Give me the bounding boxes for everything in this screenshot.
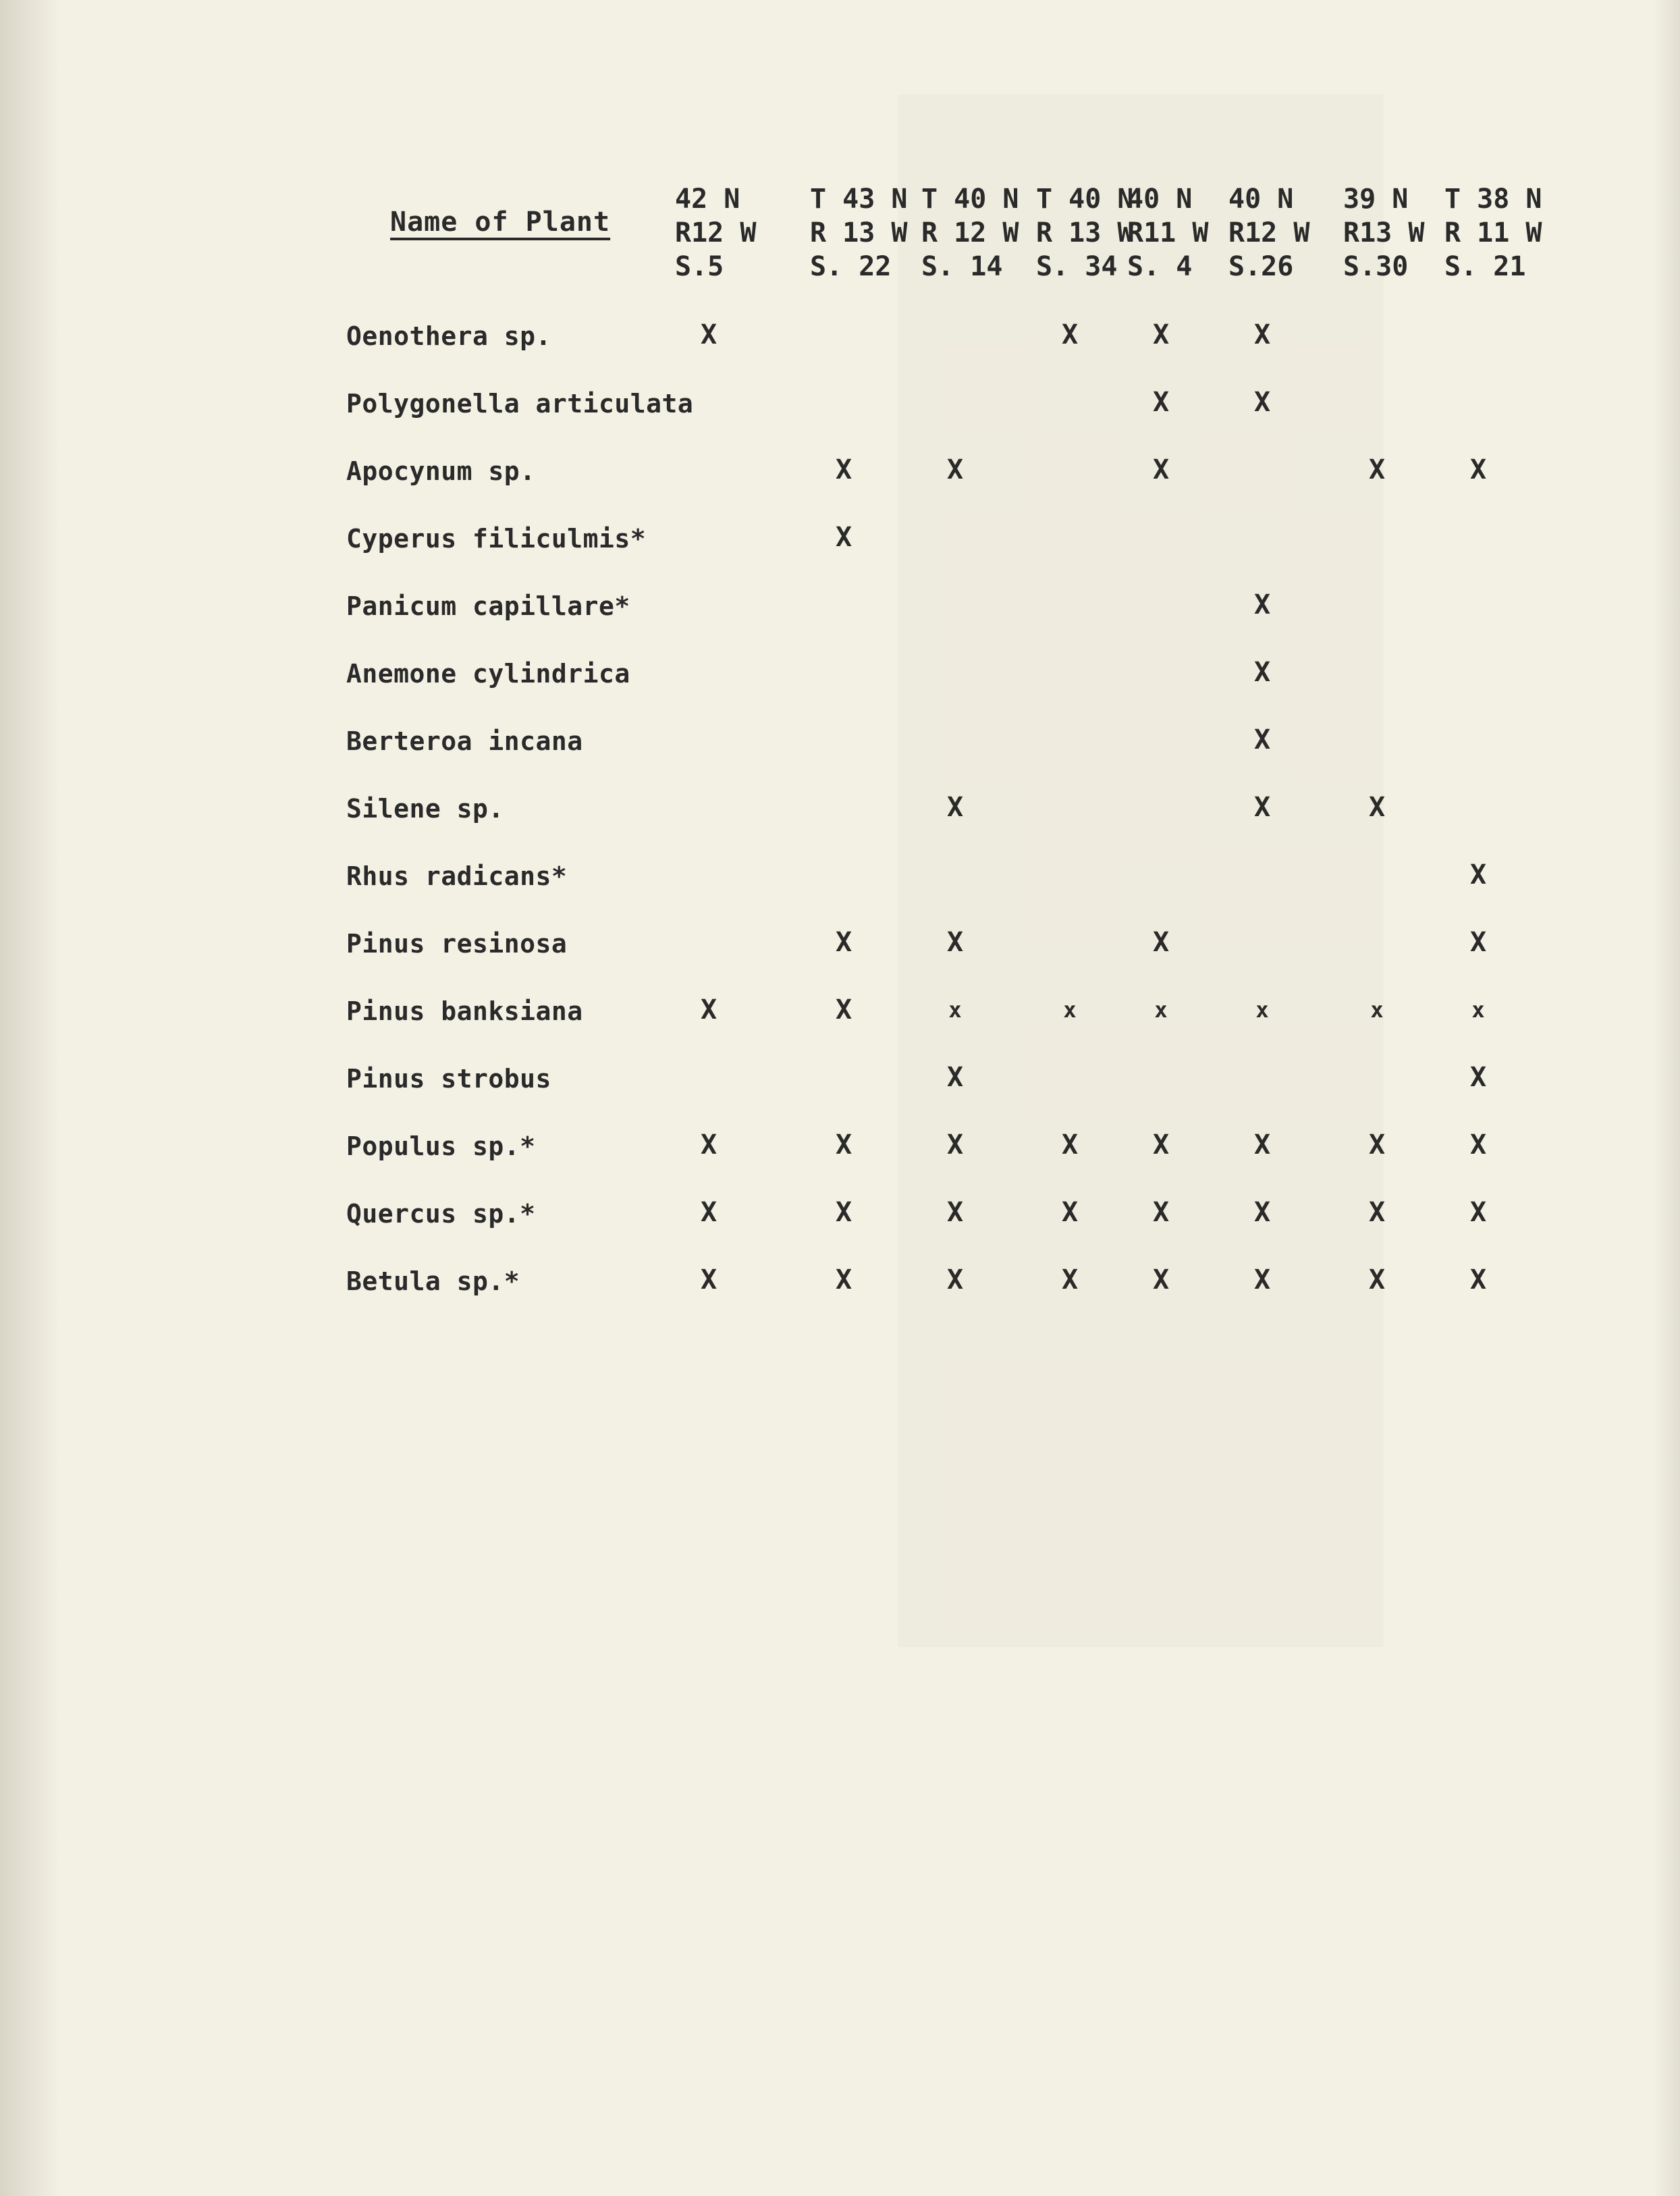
locality-header-1-line1: 42 N bbox=[675, 184, 740, 215]
occurrence-mark: x bbox=[1471, 997, 1485, 1023]
page-edge-shadow-right bbox=[1653, 0, 1680, 2196]
occurrence-mark: X bbox=[1253, 724, 1271, 755]
occurrence-mark: X bbox=[1469, 859, 1487, 890]
occurrence-mark: X bbox=[1368, 1197, 1386, 1228]
locality-header-8-line2: R 11 W bbox=[1444, 217, 1542, 248]
locality-header-7-line2: R13 W bbox=[1343, 217, 1425, 248]
plant-name: Polygonella articulata bbox=[346, 389, 694, 419]
locality-header-5-line1: 40 N bbox=[1127, 184, 1193, 215]
occurrence-mark: x bbox=[1370, 997, 1384, 1023]
occurrence-mark: X bbox=[1469, 1129, 1487, 1160]
occurrence-mark: X bbox=[1469, 1062, 1487, 1093]
locality-header-4-line2: R 13 W bbox=[1036, 217, 1134, 248]
occurrence-mark: X bbox=[700, 994, 717, 1025]
occurrence-mark: X bbox=[835, 1197, 852, 1228]
occurrence-mark: X bbox=[1368, 1129, 1386, 1160]
plant-name: Berteroa incana bbox=[346, 726, 583, 756]
locality-header-3-line1: T 40 N bbox=[921, 184, 1019, 215]
occurrence-mark: X bbox=[1061, 1129, 1079, 1160]
occurrence-mark: X bbox=[835, 1129, 852, 1160]
occurrence-mark: X bbox=[835, 994, 852, 1025]
locality-header-4-line3: S. 34 bbox=[1036, 251, 1118, 282]
locality-header-7-line3: S.30 bbox=[1343, 251, 1409, 282]
occurrence-mark: X bbox=[1152, 387, 1170, 418]
occurrence-mark: X bbox=[835, 522, 852, 553]
occurrence-mark: X bbox=[1253, 1264, 1271, 1295]
locality-header-1-line3: S.5 bbox=[675, 251, 724, 282]
occurrence-mark: X bbox=[1469, 454, 1487, 485]
occurrence-mark: X bbox=[835, 927, 852, 958]
plant-name: Pinus strobus bbox=[346, 1064, 551, 1094]
occurrence-mark: X bbox=[946, 1264, 964, 1295]
occurrence-mark: x bbox=[948, 997, 962, 1023]
show-through-bleed bbox=[898, 95, 1384, 1647]
name-of-plant-heading: Name of Plant bbox=[390, 207, 611, 238]
occurrence-mark: X bbox=[1469, 1197, 1487, 1228]
occurrence-mark: X bbox=[946, 454, 964, 485]
locality-header-7-line1: 39 N bbox=[1343, 184, 1409, 215]
locality-header-8-line1: T 38 N bbox=[1444, 184, 1542, 215]
occurrence-mark: x bbox=[1255, 997, 1269, 1023]
occurrence-mark: X bbox=[946, 1129, 964, 1160]
locality-header-6-line1: 40 N bbox=[1228, 184, 1294, 215]
occurrence-mark: X bbox=[1253, 792, 1271, 823]
occurrence-mark: X bbox=[1152, 1264, 1170, 1295]
plant-name: Pinus resinosa bbox=[346, 929, 568, 959]
page-edge-shadow-left bbox=[0, 0, 61, 2196]
occurrence-mark: X bbox=[1152, 454, 1170, 485]
occurrence-mark: X bbox=[1253, 319, 1271, 350]
occurrence-mark: X bbox=[946, 927, 964, 958]
occurrence-mark: X bbox=[1368, 454, 1386, 485]
locality-header-8-line3: S. 21 bbox=[1444, 251, 1526, 282]
occurrence-mark: X bbox=[700, 1197, 717, 1228]
occurrence-mark: X bbox=[835, 454, 852, 485]
occurrence-mark: X bbox=[1469, 1264, 1487, 1295]
occurrence-mark: x bbox=[1063, 997, 1077, 1023]
occurrence-mark: X bbox=[835, 1264, 852, 1295]
locality-header-6-line3: S.26 bbox=[1228, 251, 1294, 282]
plant-name: Cyperus filiculmis* bbox=[346, 524, 647, 554]
locality-header-3-line2: R 12 W bbox=[921, 217, 1019, 248]
locality-header-2-line2: R 13 W bbox=[810, 217, 908, 248]
occurrence-mark: X bbox=[1152, 1197, 1170, 1228]
locality-header-6-line2: R12 W bbox=[1228, 217, 1310, 248]
occurrence-mark: X bbox=[1368, 792, 1386, 823]
occurrence-mark: X bbox=[1152, 927, 1170, 958]
occurrence-mark: X bbox=[1368, 1264, 1386, 1295]
occurrence-mark: X bbox=[1469, 927, 1487, 958]
plant-name: Populus sp.* bbox=[346, 1131, 536, 1161]
plant-name: Apocynum sp. bbox=[346, 456, 536, 486]
locality-header-2-line3: S. 22 bbox=[810, 251, 892, 282]
occurrence-mark: X bbox=[1253, 387, 1271, 418]
plant-name: Panicum capillare* bbox=[346, 591, 630, 621]
occurrence-mark: X bbox=[700, 1129, 717, 1160]
occurrence-mark: x bbox=[1154, 997, 1168, 1023]
occurrence-mark: X bbox=[1061, 319, 1079, 350]
locality-header-1-line2: R12 W bbox=[675, 217, 757, 248]
locality-header-5-line2: R11 W bbox=[1127, 217, 1209, 248]
occurrence-mark: X bbox=[1253, 1129, 1271, 1160]
occurrence-mark: X bbox=[1253, 657, 1271, 688]
occurrence-mark: X bbox=[700, 319, 717, 350]
occurrence-mark: X bbox=[946, 1197, 964, 1228]
occurrence-mark: X bbox=[1253, 1197, 1271, 1228]
occurrence-mark: X bbox=[1253, 589, 1271, 620]
locality-header-4-line1: T 40 N bbox=[1036, 184, 1134, 215]
plant-name: Rhus radicans* bbox=[346, 861, 568, 891]
occurrence-mark: X bbox=[1061, 1264, 1079, 1295]
plant-name: Quercus sp.* bbox=[346, 1199, 536, 1229]
plant-name: Anemone cylindrica bbox=[346, 659, 630, 689]
occurrence-mark: X bbox=[1152, 1129, 1170, 1160]
occurrence-mark: X bbox=[1061, 1197, 1079, 1228]
occurrence-mark: X bbox=[946, 1062, 964, 1093]
occurrence-mark: X bbox=[700, 1264, 717, 1295]
plant-name: Silene sp. bbox=[346, 794, 504, 824]
locality-header-5-line3: S. 4 bbox=[1127, 251, 1193, 282]
locality-header-2-line1: T 43 N bbox=[810, 184, 908, 215]
locality-header-3-line3: S. 14 bbox=[921, 251, 1003, 282]
plant-name: Oenothera sp. bbox=[346, 321, 551, 351]
occurrence-mark: X bbox=[946, 792, 964, 823]
plant-name: Betula sp.* bbox=[346, 1266, 520, 1296]
plant-name: Pinus banksiana bbox=[346, 996, 583, 1026]
occurrence-mark: X bbox=[1152, 319, 1170, 350]
